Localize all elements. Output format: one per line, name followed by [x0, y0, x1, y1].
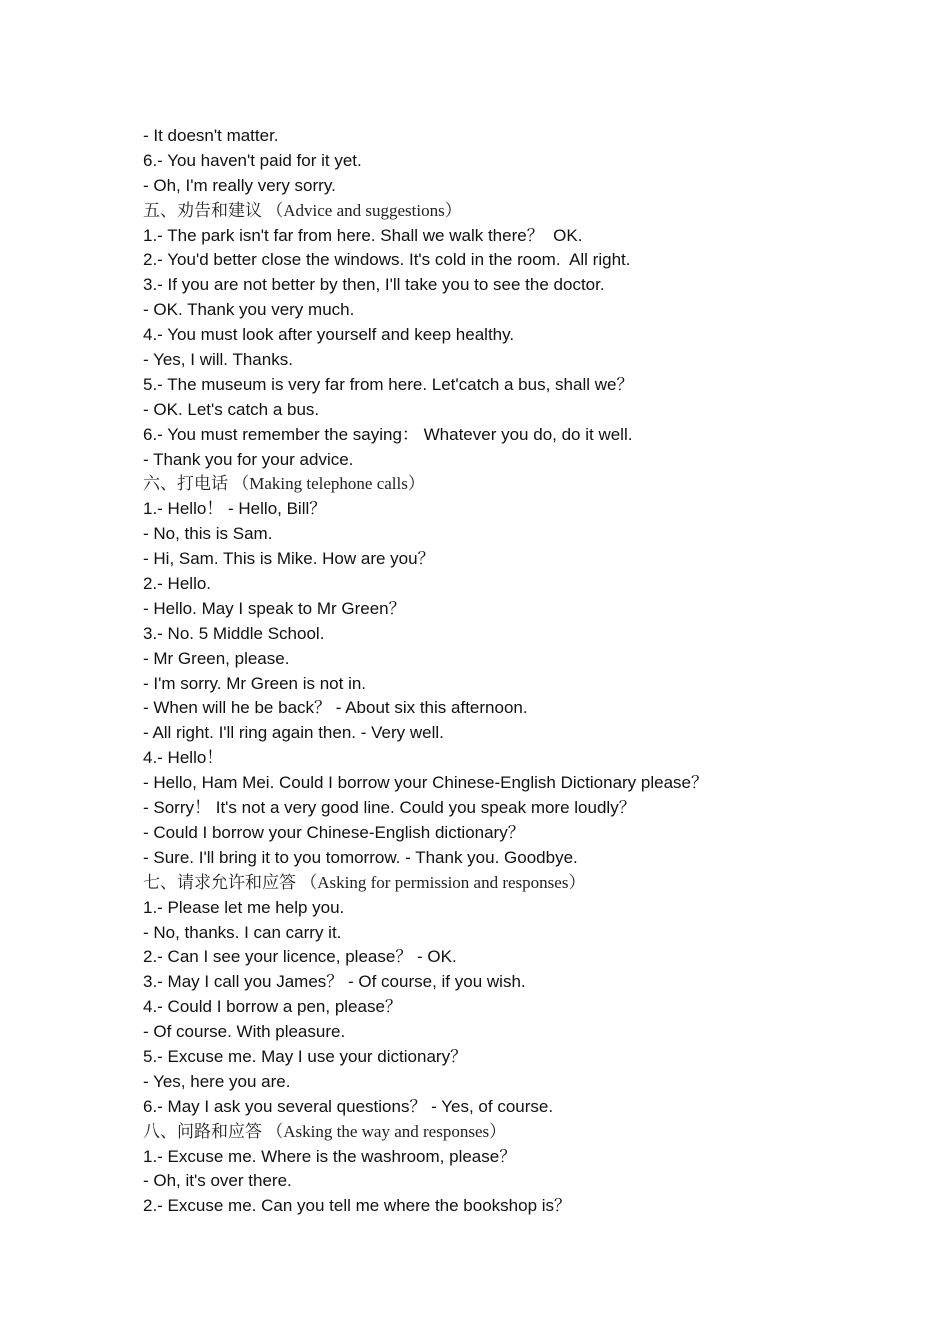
text-line: - Yes, here you are. [143, 1071, 291, 1091]
text-line: 4.- Hello！ [143, 748, 224, 768]
text-line: - Oh, it's over there. [143, 1171, 292, 1191]
text-line: 2.- Hello. [143, 574, 212, 594]
document-page [143, 124, 903, 1219]
text-line: - Hello, Ham Mei. Could I borrow your Chinese-English Dictionary please？ [143, 773, 709, 793]
text-line: - All right. I'll ring again then. - Very well. [143, 723, 444, 743]
text-line: 1.- The park isn't far from here. Shall we walk there？ OK. [143, 225, 583, 245]
section-heading: 八、问路和应答 （Asking the way and responses） [143, 1121, 507, 1141]
text-line: 6.- You haven't paid for it yet. [143, 150, 362, 170]
text-line: 4.- You must look after yourself and keep healthy. [143, 325, 515, 345]
text-line: - Could I borrow your Chinese-English dictionary？ [143, 822, 525, 842]
text-line: 6.- May I ask you several questions？ - Yes, of course. [143, 1096, 554, 1116]
text-line: 3.- May I call you James？ - Of course, if you wish. [143, 972, 526, 992]
text-line: - Thank you for your advice. [143, 449, 354, 469]
section-heading: 七、请求允许和应答 （Asking for permission and responses） [143, 872, 586, 892]
text-line: - Sure. I'll bring it to you tomorrow. - Thank you. Goodbye. [143, 847, 578, 867]
text-line: 5.- The museum is very far from here. Let'catch a bus, shall we？ [143, 374, 634, 394]
text-line: 1.- Please let me help you. [143, 897, 345, 917]
section-heading: 六、打电话 （Making telephone calls） [143, 474, 425, 494]
text-line: 2.- You'd better close the windows. It's cold in the room. All right. [143, 250, 631, 270]
text-line: - No, this is Sam. [143, 524, 273, 544]
text-line: - Oh, I'm really very sorry. [143, 175, 336, 195]
text-line: 6.- You must remember the saying： Whatever you do, do it well. [143, 424, 633, 444]
text-line: - When will he be back？ - About six this afternoon. [143, 698, 528, 718]
text-line: 4.- Could I borrow a pen, please？ [143, 997, 402, 1017]
text-line: 3.- If you are not better by then, I'll take you to see the doctor. [143, 275, 605, 295]
text-line: 1.- Excuse me. Where is the washroom, please？ [143, 1146, 517, 1166]
text-line: - Sorry！ It's not a very good line. Could you speak more loudly？ [143, 798, 636, 818]
text-line: - Mr Green, please. [143, 648, 290, 668]
text-line: - No, thanks. I can carry it. [143, 922, 342, 942]
text-line: 1.- Hello！ - Hello, Bill？ [143, 499, 327, 519]
text-line: 2.- Can I see your licence, please？ - OK. [143, 947, 457, 967]
text-line: - Yes, I will. Thanks. [143, 350, 293, 370]
section-heading: 五、劝告和建议 （Advice and suggestions） [143, 200, 462, 220]
text-line: 2.- Excuse me. Can you tell me where the bookshop is？ [143, 1196, 572, 1216]
text-line: - Of course. With pleasure. [143, 1022, 346, 1042]
text-line: - I'm sorry. Mr Green is not in. [143, 673, 367, 693]
text-line: - It doesn't matter. [143, 126, 279, 145]
text-line: 3.- No. 5 Middle School. [143, 623, 325, 643]
text-line: - OK. Thank you very much. [143, 300, 355, 320]
text-line: - OK. Let's catch a bus. [143, 399, 320, 419]
text-line: - Hi, Sam. This is Mike. How are you？ [143, 549, 435, 569]
text-line: 5.- Excuse me. May I use your dictionary？ [143, 1046, 468, 1066]
text-line: - Hello. May I speak to Mr Green？ [143, 598, 406, 618]
